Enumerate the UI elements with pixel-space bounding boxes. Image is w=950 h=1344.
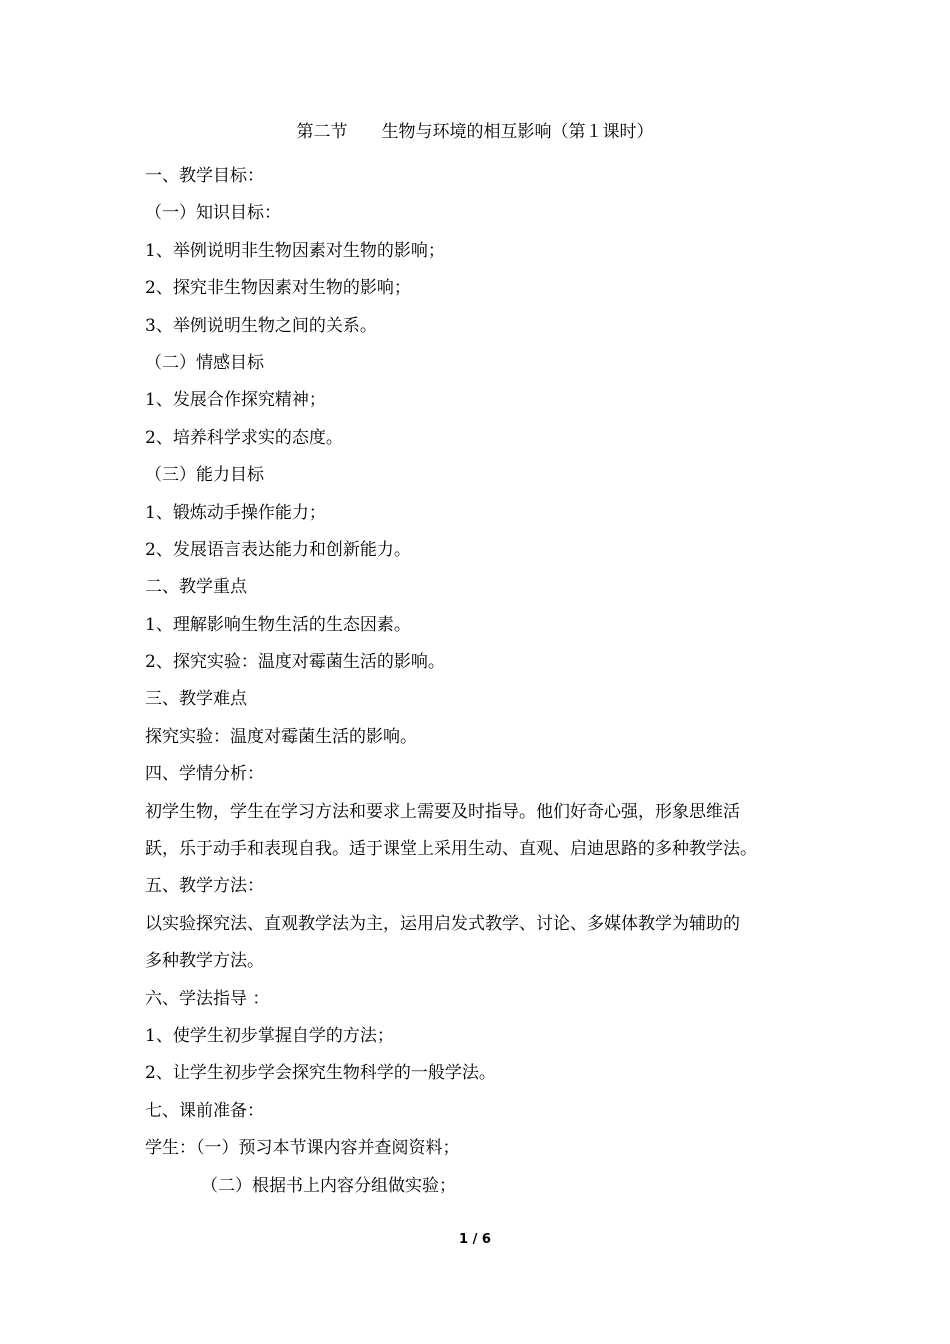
paragraph-line: 以实验探究法、直观教学法为主，运用启发式教学、讨论、多媒体教学为辅助的 xyxy=(145,913,740,934)
page-title: 第二节 生物与环境的相互影响（第１课时） xyxy=(296,122,654,142)
subsection-heading: （二）情感目标 xyxy=(145,352,264,373)
list-item: 2、培养科学求实的态度。 xyxy=(145,427,343,448)
list-item: 1、发展合作探究精神； xyxy=(145,390,326,411)
list-item: 学生：（一）预习本节课内容并查阅资料； xyxy=(145,1138,460,1159)
subsection-heading: （三）能力目标 xyxy=(145,465,264,486)
list-item: 3、举例说明生物之间的关系。 xyxy=(145,315,377,336)
document-body xyxy=(145,158,815,1205)
list-item: （二）根据书上内容分组做实验； xyxy=(201,1175,456,1196)
list-item: 1、使学生初步掌握自学的方法； xyxy=(145,1025,394,1046)
list-item: 1、锻炼动手操作能力； xyxy=(145,502,326,523)
section-heading: 一、教学目标： xyxy=(145,166,264,186)
section-heading: 六、学法指导 ： xyxy=(145,988,270,1009)
paragraph-line: 多种教学方法。 xyxy=(145,951,264,972)
paragraph-line: 探究实验：温度对霉菌生活的影响。 xyxy=(145,726,417,747)
list-item: 2、探究实验：温度对霉菌生活的影响。 xyxy=(145,652,445,673)
list-item: 1、理解影响生物生活的生态因素。 xyxy=(145,614,411,635)
section-heading: 五、教学方法： xyxy=(145,876,264,897)
section-heading: 二、教学重点 xyxy=(145,577,247,598)
subsection-heading: （一）知识目标： xyxy=(145,203,281,224)
section-heading: 四、学情分析： xyxy=(145,764,264,785)
list-item: 2、探究非生物因素对生物的影响； xyxy=(145,278,411,299)
list-item: 2、发展语言表达能力和创新能力。 xyxy=(145,539,411,560)
paragraph-line: 跃，乐于动手和表现自我。适于课堂上采用生动、直观、启迪思路的多种教学法。 xyxy=(145,839,757,860)
section-heading: 七、课前准备： xyxy=(145,1100,264,1121)
section-heading: 三、教学难点 xyxy=(145,689,247,710)
page-number: 1 / 6 xyxy=(459,1232,491,1247)
list-item: 1、举例说明非生物因素对生物的影响； xyxy=(145,240,445,261)
list-item: 2、让学生初步学会探究生物科学的一般学法。 xyxy=(145,1063,496,1084)
paragraph-line: 初学生物，学生在学习方法和要求上需要及时指导。他们好奇心强，形象思维活 xyxy=(145,801,740,822)
